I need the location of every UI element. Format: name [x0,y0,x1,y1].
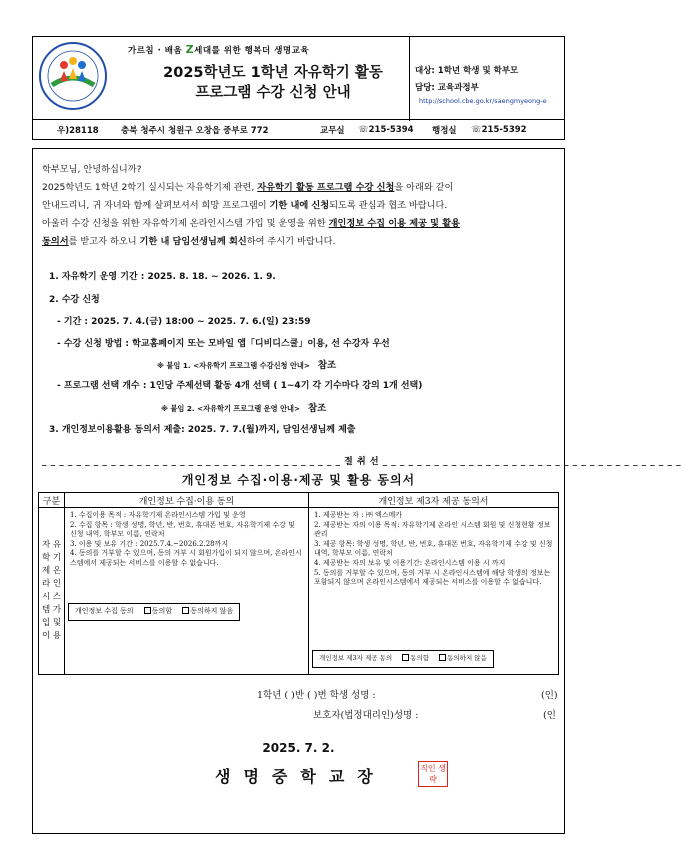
header-third-party-consent: 개인정보 제3자 제공 동의서 [309,493,559,508]
list-item: 5. 동의를 거부할 수 있으며, 동의 거부 시 온라인시스템에 해당 학생의 정보는 포함되지 않으며 온라인시스템에서 제공되는 서비스를 이용할 수 없습니다. [314,568,551,587]
letter-paragraph-4: 동의서를 받고자 하오니 기한 내 담임선생님께 회신하여 주시기 바랍니다. [42,236,336,247]
item-registration: 2. 수강 신청 [49,295,100,305]
letter-paragraph-1: 2025학년도 1학년 2학기 실시되는 자유학기제 관련, 자유학기 활동 프로그램 수강 신청을 아래와 같이 [42,182,454,193]
letter-paragraph-2: 안내드리니, 귀 자녀와 함께 살펴보셔서 희망 프로그램이 기한 내에 신청되도록 관심과 협조 바랍니다. [42,200,448,211]
school-address: 충북 청주시 청원구 오창읍 중부로 772 [121,125,269,136]
agree-checkbox[interactable] [402,654,409,661]
list-item: 1. 제공받는 자 : ㈜ 엑스메카 [314,511,403,519]
third-party-consent-cell [309,508,559,675]
list-item: 1. 수집이용 목적 : 자유학기제 온라인시스템 가입 및 운영 [70,511,246,519]
agree-checkbox[interactable] [144,607,151,614]
category-label: 자 유 학 기 제 온 라 인 시 스 템 가 입 및 이 용 [39,508,65,675]
item-registration-period: - 기간 : 2025. 7. 4.(금) 18:00 ~ 2025. 7. 6.(일) 23:59 [57,317,311,327]
note-attachment-2: ※ 붙임 2. <자유학기 프로그램 운영 안내> 참조 [161,403,327,414]
note-attachment-1: ※ 붙임 1. <자유학기 프로그램 수강신청 안내> 참조 [157,360,337,371]
consent-title: 개인정보 수집·이용·제공 및 활용 동의서 [181,473,416,487]
header-divider [409,37,410,121]
list-item: 4. 동의를 거부할 수 있으며, 동의 거부 시 회원가입이 되지 않으며, 온라인시스템에서 제공되는 서비스를 이용할 수 없습니다. [70,549,302,567]
school-logo-icon [38,41,108,111]
target-audience: 대상: 1학년 학생 및 학부모 [415,66,519,76]
letterhead [32,36,565,120]
list-item: 3. 제공 항목: 학생 성명, 학년, 반, 번호, 휴대폰 번호, 자유학기제 수강 및 신청 내역, 학부모 이름, 연락처 [314,539,553,558]
postal-code: 우)28118 [57,125,99,136]
official-stamp: 직인 생략 [418,761,448,787]
title-line-2: 프로그램 수강 신청 안내 [195,85,351,101]
item-consent-submission: 3. 개인정보이용활용 동의서 제출: 2025. 7. 7.(월)까지, 담임선생님께 제출 [49,425,356,435]
collection-consent-checkbox-group: 개인정보 수집 동의 동의함 동의하지 않음 [68,603,240,621]
list-item: 4. 제공받는 자의 보유 및 이용기간: 온라인시스템 이용 시 까지 [314,558,506,567]
letter-body [32,148,681,834]
admin-phone: ☏215-5392 [471,124,527,135]
school-url-link[interactable]: http://school.cbe.go.kr/saengmyeong-e [419,97,547,105]
item-period: 1. 자유학기 운영 기간 : 2025. 8. 18. ~ 2026. 1. 9. [49,272,276,282]
student-seal: (인) [541,690,558,701]
list-item: 2. 수집 항목 : 학생 성명, 학년, 반, 번호, 휴대폰 번호, 자유학기제 수강 및 신청 내역, 학부모 이름, 연락처 [70,520,295,539]
title-line-1: 2025학년도 1학년 자유학기 활동 [163,65,383,81]
item-registration-method: - 수강 신청 방법 : 학교홈페이지 또는 모바일 앱「디비디스쿨」이용, 선 수강자 우선 [57,339,390,349]
consent-table [38,492,559,675]
disagree-checkbox[interactable] [439,654,446,661]
collection-consent-cell [65,508,309,675]
student-name-line[interactable]: 1학년 ( )반 ( )번 학생 성명 : [257,690,376,701]
guardian-name-line[interactable]: 보호자(법정대리인)성명 : [313,710,419,721]
letter-paragraph-3: 아울러 수강 신청을 위한 자유학기제 온라인시스템 가입 및 운영을 위한 개인정보 수집 이용 제공 및 활용 [42,218,460,229]
list-item: 3. 이용 및 보유 기간 : 2025.7.4.~2026.2.28까지 [70,539,229,548]
item-program-count: - 프로그램 선택 개수 : 1인당 주제선택 활동 4개 선택 ( 1~4기 각 기수마다 강의 1개 선택) [57,381,423,391]
office-label: 교무실 [320,125,345,136]
greeting: 학부모님, 안녕하십니까? [42,164,142,175]
list-item: 2. 제공받는 자의 이용 목적: 자유학기제 온라인 시스템 회원 및 신청현황 정보 관리 [314,520,551,539]
third-party-consent-checkbox-group: 개인정보 제3자 제공 동의 동의함 동의하지 않음 [312,650,494,668]
school-principal: 생명중학교장 [215,767,386,786]
department: 담당: 교육과정부 [415,83,479,93]
issue-date: 2025. 7. 2. [262,741,335,755]
admin-label: 행정실 [432,125,457,136]
address-bar [32,120,565,140]
guardian-seal: (인 [543,710,556,721]
office-phone: ☏215-5394 [358,124,414,135]
header-category: 구분 [39,493,65,508]
slogan: 가르침 · 배움 Z세대를 위한 행복더 생명교육 [128,43,310,56]
cut-line: _ _ _ _ _ _ _ _ _ _ _ _ _ _ _ _ _ _ _ _ _ _ _ _ _ _ _ _ _ _ _ _ _ _ _ 절 취 선 _ _ _ _ _ _ _ _ _ _ _ _ _ _ _ _ _ _ _ _ _ _ _ _ _ _ _ _ _ _ _ _ _ _ _ [42,457,681,467]
header-collection-consent: 개인정보 수집·이용 동의 [65,493,309,508]
disagree-checkbox[interactable] [182,607,189,614]
